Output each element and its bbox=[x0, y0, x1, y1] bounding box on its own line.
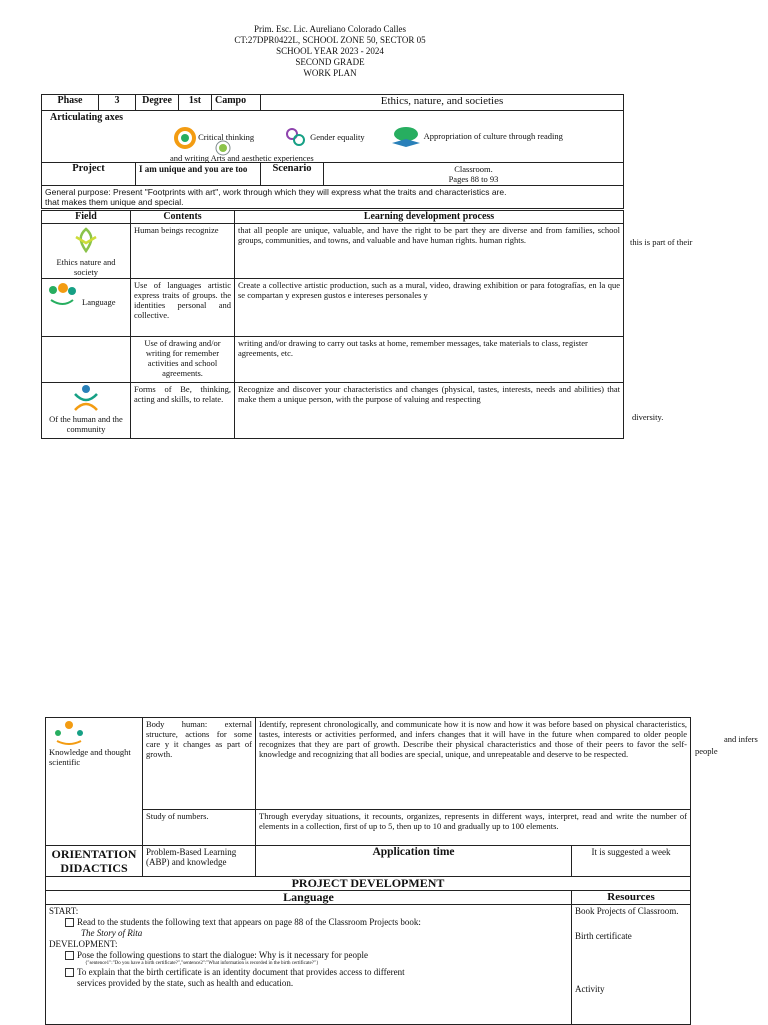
content-table bbox=[41, 210, 624, 439]
process-ethics: that all people are unique, valuable, and have the right to be part they are diverse and from families, school groups, communities, and towns, and valuable and have human rights. human rights. bbox=[235, 224, 624, 279]
orientation-value: Problem-Based Learning (ABP) and knowledge bbox=[143, 846, 256, 877]
axis-arts: and writing Arts and aesthetic experiences bbox=[170, 153, 314, 163]
overflow-text-diversity: diversity. bbox=[632, 412, 664, 422]
checkbox-icon bbox=[65, 918, 74, 927]
checkbox-icon bbox=[65, 951, 74, 960]
table-row bbox=[42, 337, 624, 383]
scenario-label: Scenario bbox=[261, 163, 324, 186]
field-ethics: Ethics nature and society bbox=[42, 224, 131, 279]
development-body: START: Read to the students the following text that appears on page 88 of the Classroom Projects book: The Story of Rita DEVELOPMENT: Pose the following questions to start the dialogue: Why is it necessary for people {"sentence1":"Do you have a birth certificate?","sentence2":"What information is recorded in the birth certificate?"} To explain that the birth certificate is an identity document that provides access to different services provided by the state, such as health and education. bbox=[46, 905, 572, 1025]
overflow-text-people: people bbox=[695, 746, 718, 756]
project-value: I am unique and you are too bbox=[136, 163, 261, 186]
articulating-axes bbox=[42, 111, 624, 163]
work-plan-table bbox=[41, 94, 624, 209]
contents-ethics: Human beings recognize bbox=[131, 224, 235, 279]
resources-title: Resources bbox=[572, 891, 691, 905]
table-row bbox=[42, 383, 624, 439]
contents-forms: Forms of Be, thinking, acting and skills, to relate. bbox=[131, 383, 235, 439]
resource-birth-certificate: Birth certificate bbox=[575, 931, 632, 941]
contents-language: Use of languages artistic express traits of groups. the identities personal and collective. bbox=[131, 279, 235, 337]
ethics-icon bbox=[71, 225, 101, 255]
degree-label: Degree bbox=[136, 95, 179, 111]
contents-drawing: Use of drawing and/or writing for remember activities and school agreements. bbox=[131, 337, 235, 383]
scenario-value: Classroom. Pages 88 to 93 bbox=[324, 163, 624, 186]
table-row bbox=[46, 718, 691, 810]
campo-value: Ethics, nature, and societies bbox=[261, 95, 624, 111]
phase-value: 3 bbox=[99, 95, 136, 111]
overflow-text-ethics: this is part of their bbox=[630, 237, 693, 247]
start-item: Read to the students the following text that appears on page 88 of the Classroom Projects book: bbox=[49, 917, 568, 928]
application-time-label: Application time bbox=[256, 846, 572, 877]
contents-numbers: Study of numbers. bbox=[143, 810, 256, 846]
open-book-icon bbox=[390, 125, 422, 149]
table-row bbox=[42, 279, 624, 337]
axis-culture-reading: Appropriation of culture through reading bbox=[390, 125, 563, 149]
critical-thinking-icon bbox=[174, 127, 196, 149]
col-process: Learning development process bbox=[235, 211, 624, 224]
process-forms: Recognize and discover your characteristics and changes (physical, tastes, interests, needs and abilities) that make them a unique person, with the purpose of valuing and respecting bbox=[235, 383, 624, 439]
dev-item-questions-detail: {"sentence1":"Do you have a birth certificate?","sentence2":"What information is recorded in the birth certificate?"} bbox=[85, 961, 319, 966]
dev-item-birth-certificate: To explain that the birth certificate is an identity document that provides access to different bbox=[49, 967, 568, 978]
process-language: Create a collective artistic production, such as a mural, video, drawing exhibition or para fotografías, en la que se compartan y expresen gustos e intereses personales y bbox=[235, 279, 624, 337]
campo-label: Campo bbox=[212, 95, 261, 111]
resource-activity: Activity bbox=[575, 984, 605, 994]
orientation-label: ORIENTATION DIDACTICS bbox=[46, 846, 143, 877]
table-row bbox=[46, 810, 691, 846]
checkbox-icon bbox=[65, 968, 74, 977]
language-section-title: Language bbox=[46, 891, 572, 905]
process-drawing: writing and/or drawing to carry out tasks at home, remember messages, take materials to class, register agreements, etc. bbox=[235, 337, 624, 383]
second-page-table bbox=[45, 717, 691, 1025]
community-icon bbox=[71, 384, 101, 412]
table-row bbox=[42, 224, 624, 279]
process-numbers: Through everyday situations, it recounts, organizes, represents in different ways, interpret, read and write the number of elements in a collection, first of up to 5, then up to 10 and gradually up to 100 elements. bbox=[256, 810, 691, 846]
field-knowledge: Knowledge and thought scientific bbox=[46, 718, 143, 846]
col-field: Field bbox=[42, 211, 131, 224]
resources-list bbox=[572, 905, 691, 1025]
axis-critical-thinking: Critical thinking bbox=[174, 127, 254, 149]
col-contents: Contents bbox=[131, 211, 235, 224]
language-icon bbox=[45, 280, 79, 310]
project-development-title: PROJECT DEVELOPMENT bbox=[46, 877, 691, 891]
overflow-text-infers: and infers bbox=[724, 734, 758, 744]
plan-title: WORK PLAN bbox=[303, 68, 357, 78]
grade: SECOND GRADE bbox=[295, 57, 365, 67]
school-year: SCHOOL YEAR 2023 - 2024 bbox=[276, 46, 384, 56]
story-title: The Story of Rita bbox=[81, 928, 143, 938]
dev-item-questions: Pose the following questions to start the dialogue: Why is it necessary for people bbox=[49, 950, 568, 961]
document-header bbox=[0, 24, 660, 79]
field-human-community: Of the human and the community bbox=[42, 383, 131, 439]
application-time-value: It is suggested a week bbox=[572, 846, 691, 877]
knowledge-icon bbox=[49, 719, 89, 745]
degree-value: 1st bbox=[179, 95, 212, 111]
process-body: Identify, represent chronologically, and communicate how it is now and how it was before based on physical characteristics, tastes, interests or activities performed, and infers changes that it will have in the future when compared to older people recognizes that they are part of growth. Describe their physical characteristics and those of their peers to favor the self-knowledge and recognizing that all bodies are special, unique, and unrepeatable and deserve to be respected. bbox=[256, 718, 691, 810]
phase-label: Phase bbox=[42, 95, 99, 111]
resource-book: Book Projects of Classroom. bbox=[575, 906, 679, 916]
project-label: Project bbox=[42, 163, 136, 186]
contents-body: Body human: external structure, actions for some care y it changes as part of growth. bbox=[143, 718, 256, 810]
axes-label: Articulating axes bbox=[50, 112, 124, 123]
school-name: Prim. Esc. Lic. Aureliano Colorado Calles bbox=[254, 24, 406, 34]
general-purpose: General purpose: Present "Footprints with art", work through which they will express what the traits and characteristics are. that makes them unique and special. bbox=[42, 186, 624, 209]
school-code: CT:27DPR0422L, SCHOOL ZONE 50, SECTOR 05 bbox=[234, 35, 426, 45]
axis-gender-equality: Gender equality bbox=[284, 127, 365, 149]
gender-equality-icon bbox=[284, 127, 308, 149]
field-language: Language bbox=[42, 279, 131, 337]
